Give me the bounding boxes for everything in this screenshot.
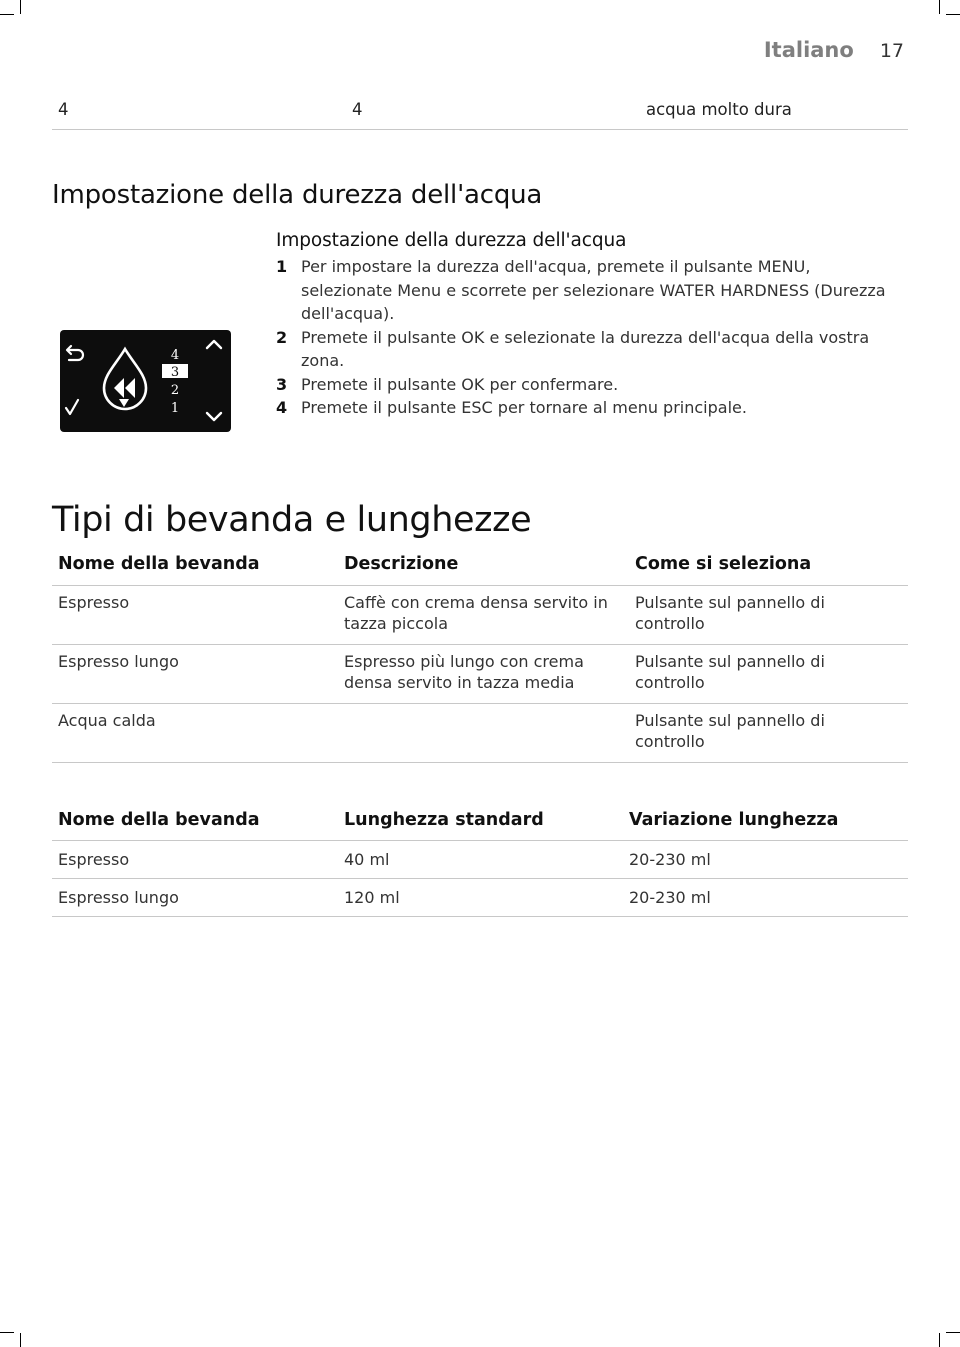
step-text: Premete il pulsante OK e selezionate la durezza dell'acqua della vostra zona. <box>301 327 870 370</box>
table-cell: Caffè con crema densa servito in tazza piccola <box>338 585 629 644</box>
table-cell: Pulsante sul pannello di controllo <box>629 703 908 762</box>
drink-types-table <box>52 553 908 763</box>
water-drop-icon <box>104 349 146 409</box>
step-item <box>276 326 906 373</box>
crop-mark <box>20 0 21 14</box>
control-panel-graphic <box>60 330 231 432</box>
hardness-level-2: 2 <box>170 383 180 398</box>
crop-mark <box>939 0 940 14</box>
column-header: Lunghezza standard <box>338 809 623 840</box>
crop-mark <box>939 1333 940 1347</box>
water-section-title: Impostazione della durezza dell'acqua <box>52 180 543 210</box>
table-cell: 20-230 ml <box>623 878 908 916</box>
running-header <box>764 38 904 62</box>
column-header: Variazione lunghezza <box>623 809 908 840</box>
column-header: Nome della bevanda <box>52 553 338 585</box>
check-icon <box>66 400 78 414</box>
crop-mark <box>20 1333 21 1347</box>
hardness-cell-2: 4 <box>352 100 363 119</box>
steps-list <box>276 255 906 420</box>
page-number: 17 <box>879 40 904 62</box>
table-cell: Acqua calda <box>52 703 338 762</box>
table-cell: Espresso lungo <box>52 644 338 703</box>
table-cell: 120 ml <box>338 878 623 916</box>
crop-mark <box>0 1332 14 1333</box>
header-language: Italiano <box>763 38 854 62</box>
table-cell: 40 ml <box>338 840 623 878</box>
table-row <box>52 840 908 878</box>
table-cell: Pulsante sul pannello di controllo <box>629 644 908 703</box>
back-arrow-icon <box>67 346 83 360</box>
hardness-level-1: 1 <box>170 401 180 416</box>
table-cell: Pulsante sul pannello di controllo <box>629 585 908 644</box>
chevron-up-icon <box>207 341 221 348</box>
hardness-cell-1: 4 <box>58 100 69 119</box>
step-number: 1 <box>276 257 288 276</box>
water-section-subtitle: Impostazione della durezza dell'acqua <box>276 230 627 251</box>
step-item <box>276 255 906 326</box>
table-header-row <box>52 809 908 840</box>
table-cell: Espresso più lungo con crema densa servito in tazza media <box>338 644 629 703</box>
control-panel-illustration <box>60 330 231 432</box>
table-row <box>52 585 908 644</box>
step-text: Per impostare la durezza dell'acqua, premete il pulsante MENU, selezionate Menu e scorrete per selezionare WATER HARDNESS (Durezza dell'acqua). <box>301 257 886 323</box>
column-header: Nome della bevanda <box>52 809 338 840</box>
step-number: 4 <box>276 398 288 417</box>
table-cell <box>338 703 629 762</box>
crop-mark <box>946 14 960 15</box>
column-header: Descrizione <box>338 553 629 585</box>
step-number: 2 <box>276 327 288 347</box>
table-row <box>52 644 908 703</box>
table-row <box>52 703 908 762</box>
drinks-section-title: Tipi di bevanda e lunghezze <box>52 500 532 540</box>
table-header-row <box>52 553 908 585</box>
table-cell: 20-230 ml <box>623 840 908 878</box>
step-text: Premete il pulsante ESC per tornare al menu principale. <box>301 398 747 417</box>
step-number: 3 <box>276 374 288 394</box>
step-item <box>276 396 906 420</box>
table-cell: Espresso <box>52 840 338 878</box>
crop-mark <box>946 1332 960 1333</box>
hardness-table-row <box>52 92 908 130</box>
column-header: Come si seleziona <box>629 553 908 585</box>
table-cell: Espresso <box>52 585 338 644</box>
hardness-level-3: 3 <box>170 365 180 380</box>
step-text: Premete il pulsante OK per confermare. <box>301 374 619 394</box>
table-cell: Espresso lungo <box>52 878 338 916</box>
hardness-level-4: 4 <box>170 348 180 363</box>
hardness-cell-3: acqua molto dura <box>646 100 792 119</box>
crop-mark <box>0 14 14 15</box>
step-item <box>276 373 906 397</box>
drink-lengths-table <box>52 809 908 917</box>
table-row <box>52 878 908 916</box>
chevron-down-icon <box>207 413 221 420</box>
water-hardness-steps <box>276 230 906 420</box>
